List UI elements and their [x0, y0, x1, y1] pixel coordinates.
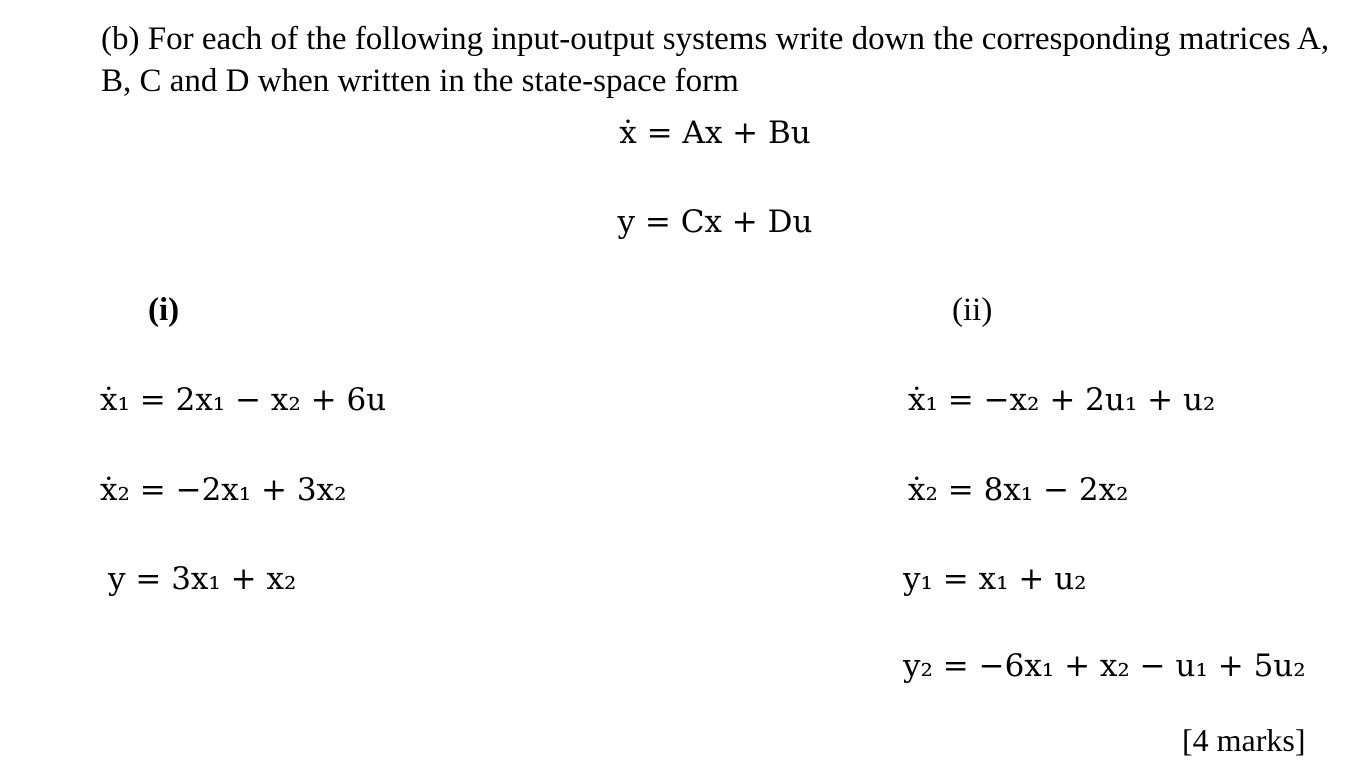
output-equation: y = Cx + Du [617, 204, 813, 240]
system-ii-equation-2: ẋ₂ = 8x₁ − 2x₂ [908, 472, 1129, 508]
intro-line-2: B, C and D when written in the state-space form [101, 63, 739, 99]
question-intro [101, 18, 1329, 102]
system-ii-label: (ii) [952, 292, 993, 328]
system-ii-output-equation-2: y₂ = −6x₁ + x₂ − u₁ + 5u₂ [903, 648, 1306, 684]
system-i-label: (i) [148, 292, 180, 328]
state-equation: ẋ = Ax + Bu [619, 115, 811, 151]
intro-line-1: (b) For each of the following input-output systems write down the corresponding matrices A, [101, 21, 1330, 57]
system-ii-output-equation-1: y₁ = x₁ + u₂ [903, 561, 1087, 597]
system-i-output-equation: y = 3x₁ + x₂ [108, 561, 297, 597]
system-i-equation-1: ẋ₁ = 2x₁ − x₂ + 6u [100, 382, 387, 418]
system-i-equation-2: ẋ₂ = −2x₁ + 3x₂ [100, 472, 347, 508]
system-ii-equation-1: ẋ₁ = −x₂ + 2u₁ + u₂ [908, 382, 1216, 418]
marks-label: [4 marks] [1182, 722, 1306, 758]
